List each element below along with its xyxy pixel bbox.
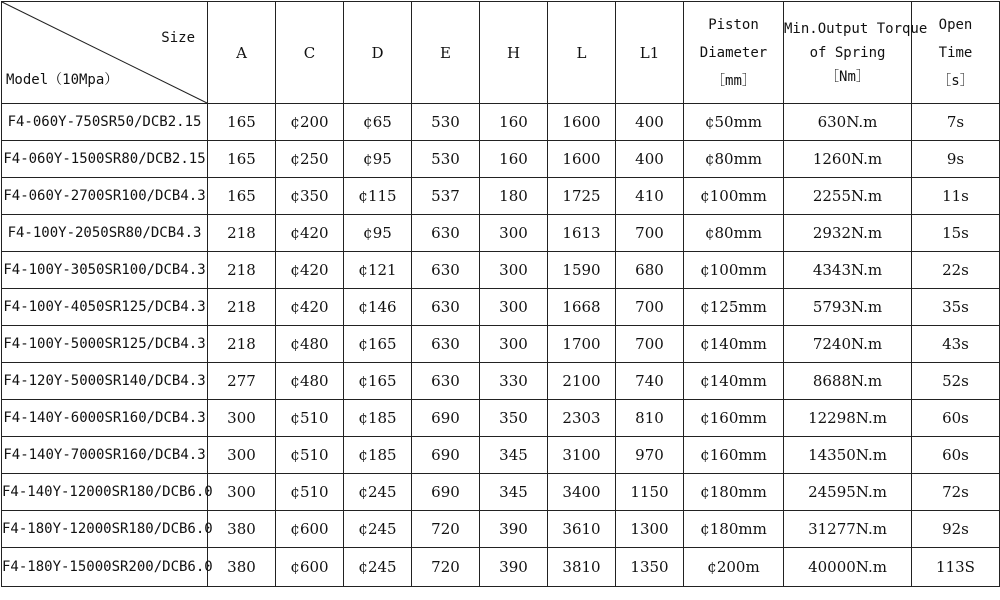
model-cell: F4-100Y-2050SR80/DCB4.3	[2, 215, 208, 252]
cell-l1: 970	[616, 437, 684, 474]
cell-min-output-torque: 24595N.m	[784, 474, 912, 511]
cell-c: ¢420	[276, 289, 344, 326]
cell-c: ¢600	[276, 511, 344, 548]
cell-l: 1668	[548, 289, 616, 326]
cell-e: 630	[412, 289, 480, 326]
cell-l: 1600	[548, 104, 616, 141]
table-row	[2, 289, 1000, 326]
cell-min-output-torque: 2255N.m	[784, 178, 912, 215]
cell-d: ¢95	[344, 141, 412, 178]
table-row	[2, 215, 1000, 252]
cell-a: 165	[208, 104, 276, 141]
cell-e: 630	[412, 326, 480, 363]
cell-piston-diameter: ¢100mm	[684, 252, 784, 289]
cell-piston-diameter: ¢160mm	[684, 400, 784, 437]
model-cell: F4-100Y-4050SR125/DCB4.3	[2, 289, 208, 326]
cell-piston-diameter: ¢80mm	[684, 215, 784, 252]
cell-h: 160	[480, 104, 548, 141]
cell-min-output-torque: 2932N.m	[784, 215, 912, 252]
cell-open-time: 43s	[912, 326, 1000, 363]
cell-a: 165	[208, 141, 276, 178]
cell-open-time: 60s	[912, 437, 1000, 474]
cell-a: 277	[208, 363, 276, 400]
col-header-l: L	[548, 2, 616, 104]
cell-c: ¢420	[276, 252, 344, 289]
cell-d: ¢165	[344, 363, 412, 400]
cell-min-output-torque: 40000N.m	[784, 548, 912, 587]
cell-h: 345	[480, 474, 548, 511]
cell-h: 300	[480, 326, 548, 363]
cell-l1: 810	[616, 400, 684, 437]
table-row	[2, 141, 1000, 178]
cell-piston-diameter: ¢160mm	[684, 437, 784, 474]
table-row	[2, 511, 1000, 548]
cell-min-output-torque: 8688N.m	[784, 363, 912, 400]
cell-open-time: 9s	[912, 141, 1000, 178]
cell-piston-diameter: ¢100mm	[684, 178, 784, 215]
cell-a: 218	[208, 289, 276, 326]
cell-l1: 1300	[616, 511, 684, 548]
cell-l: 2303	[548, 400, 616, 437]
cell-d: ¢245	[344, 511, 412, 548]
cell-min-output-torque: 14350N.m	[784, 437, 912, 474]
cell-min-output-torque: 12298N.m	[784, 400, 912, 437]
cell-a: 165	[208, 178, 276, 215]
cell-d: ¢95	[344, 215, 412, 252]
cell-l1: 410	[616, 178, 684, 215]
col-header-piston-diameter: Piston Diameter ［mm］	[684, 2, 784, 104]
model-cell: F4-140Y-7000SR160/DCB4.3	[2, 437, 208, 474]
cell-l1: 740	[616, 363, 684, 400]
table-row	[2, 326, 1000, 363]
cell-c: ¢510	[276, 400, 344, 437]
cell-c: ¢600	[276, 548, 344, 587]
cell-l: 3810	[548, 548, 616, 587]
cell-piston-diameter: ¢180mm	[684, 511, 784, 548]
cell-l1: 1150	[616, 474, 684, 511]
cell-h: 300	[480, 289, 548, 326]
cell-c: ¢510	[276, 474, 344, 511]
cell-a: 218	[208, 215, 276, 252]
col-header-e: E	[412, 2, 480, 104]
cell-l: 1590	[548, 252, 616, 289]
cell-e: 537	[412, 178, 480, 215]
cell-h: 300	[480, 252, 548, 289]
cell-l1: 400	[616, 104, 684, 141]
cell-l1: 680	[616, 252, 684, 289]
cell-c: ¢480	[276, 326, 344, 363]
cell-l: 1600	[548, 141, 616, 178]
model-label: Model（10Mpa）	[6, 72, 119, 88]
cell-piston-diameter: ¢50mm	[684, 104, 784, 141]
table-row	[2, 400, 1000, 437]
cell-c: ¢200	[276, 104, 344, 141]
cell-open-time: 7s	[912, 104, 1000, 141]
cell-d: ¢115	[344, 178, 412, 215]
cell-piston-diameter: ¢180mm	[684, 474, 784, 511]
cell-d: ¢245	[344, 474, 412, 511]
model-cell: F4-100Y-3050SR100/DCB4.3	[2, 252, 208, 289]
cell-c: ¢480	[276, 363, 344, 400]
table-row	[2, 474, 1000, 511]
col-header-h: H	[480, 2, 548, 104]
cell-l1: 400	[616, 141, 684, 178]
cell-l: 3400	[548, 474, 616, 511]
col-header-a: A	[208, 2, 276, 104]
cell-e: 630	[412, 252, 480, 289]
cell-d: ¢165	[344, 326, 412, 363]
col-header-min-output-torque: Min.Output Torque of Spring ［Nm］	[784, 2, 912, 104]
cell-a: 300	[208, 474, 276, 511]
cell-open-time: 52s	[912, 363, 1000, 400]
table-row	[2, 104, 1000, 141]
cell-e: 690	[412, 400, 480, 437]
cell-e: 630	[412, 363, 480, 400]
model-cell: F4-060Y-750SR50/DCB2.15	[2, 104, 208, 141]
cell-e: 720	[412, 548, 480, 587]
cell-c: ¢420	[276, 215, 344, 252]
table-row	[2, 548, 1000, 587]
cell-open-time: 15s	[912, 215, 1000, 252]
header-row	[2, 2, 1000, 104]
cell-h: 160	[480, 141, 548, 178]
cell-open-time: 72s	[912, 474, 1000, 511]
model-cell: F4-100Y-5000SR125/DCB4.3	[2, 326, 208, 363]
model-cell: F4-140Y-12000SR180/DCB6.0	[2, 474, 208, 511]
cell-min-output-torque: 630N.m	[784, 104, 912, 141]
table-row	[2, 363, 1000, 400]
cell-piston-diameter: ¢80mm	[684, 141, 784, 178]
model-cell: F4-120Y-5000SR140/DCB4.3	[2, 363, 208, 400]
model-cell: F4-180Y-15000SR200/DCB6.0	[2, 548, 208, 587]
cell-open-time: 60s	[912, 400, 1000, 437]
cell-a: 380	[208, 511, 276, 548]
table-body	[2, 104, 1000, 587]
cell-min-output-torque: 31277N.m	[784, 511, 912, 548]
col-header-d: D	[344, 2, 412, 104]
cell-a: 218	[208, 252, 276, 289]
cell-a: 300	[208, 437, 276, 474]
cell-e: 530	[412, 104, 480, 141]
size-label: Size	[161, 30, 195, 46]
cell-h: 330	[480, 363, 548, 400]
cell-l: 1700	[548, 326, 616, 363]
cell-min-output-torque: 7240N.m	[784, 326, 912, 363]
cell-e: 630	[412, 215, 480, 252]
cell-l: 2100	[548, 363, 616, 400]
cell-h: 300	[480, 215, 548, 252]
cell-open-time: 113S	[912, 548, 1000, 587]
model-cell: F4-180Y-12000SR180/DCB6.0	[2, 511, 208, 548]
table-row	[2, 178, 1000, 215]
col-header-l1: L1	[616, 2, 684, 104]
corner-header-cell	[2, 2, 208, 104]
cell-piston-diameter: ¢125mm	[684, 289, 784, 326]
col-header-open-time: Open Time ［s］	[912, 2, 1000, 104]
cell-d: ¢121	[344, 252, 412, 289]
model-cell: F4-140Y-6000SR160/DCB4.3	[2, 400, 208, 437]
cell-d: ¢65	[344, 104, 412, 141]
cell-e: 690	[412, 437, 480, 474]
cell-l1: 700	[616, 289, 684, 326]
cell-open-time: 92s	[912, 511, 1000, 548]
col-header-c: C	[276, 2, 344, 104]
cell-a: 380	[208, 548, 276, 587]
cell-piston-diameter: ¢200m	[684, 548, 784, 587]
cell-d: ¢185	[344, 437, 412, 474]
table-row	[2, 437, 1000, 474]
cell-l: 3610	[548, 511, 616, 548]
cell-l1: 1350	[616, 548, 684, 587]
cell-l: 1613	[548, 215, 616, 252]
cell-l1: 700	[616, 215, 684, 252]
table-row	[2, 252, 1000, 289]
cell-h: 180	[480, 178, 548, 215]
cell-c: ¢510	[276, 437, 344, 474]
cell-e: 720	[412, 511, 480, 548]
cell-a: 300	[208, 400, 276, 437]
cell-l: 1725	[548, 178, 616, 215]
cell-d: ¢245	[344, 548, 412, 587]
model-cell: F4-060Y-2700SR100/DCB4.3	[2, 178, 208, 215]
spec-table	[1, 1, 1000, 587]
cell-open-time: 22s	[912, 252, 1000, 289]
model-cell: F4-060Y-1500SR80/DCB2.15	[2, 141, 208, 178]
cell-l: 3100	[548, 437, 616, 474]
cell-e: 530	[412, 141, 480, 178]
cell-piston-diameter: ¢140mm	[684, 363, 784, 400]
cell-h: 345	[480, 437, 548, 474]
cell-open-time: 11s	[912, 178, 1000, 215]
cell-d: ¢146	[344, 289, 412, 326]
cell-min-output-torque: 4343N.m	[784, 252, 912, 289]
cell-h: 350	[480, 400, 548, 437]
cell-h: 390	[480, 511, 548, 548]
cell-open-time: 35s	[912, 289, 1000, 326]
cell-min-output-torque: 1260N.m	[784, 141, 912, 178]
cell-l1: 700	[616, 326, 684, 363]
cell-c: ¢350	[276, 178, 344, 215]
cell-e: 690	[412, 474, 480, 511]
cell-min-output-torque: 5793N.m	[784, 289, 912, 326]
cell-piston-diameter: ¢140mm	[684, 326, 784, 363]
cell-d: ¢185	[344, 400, 412, 437]
cell-a: 218	[208, 326, 276, 363]
cell-h: 390	[480, 548, 548, 587]
cell-c: ¢250	[276, 141, 344, 178]
